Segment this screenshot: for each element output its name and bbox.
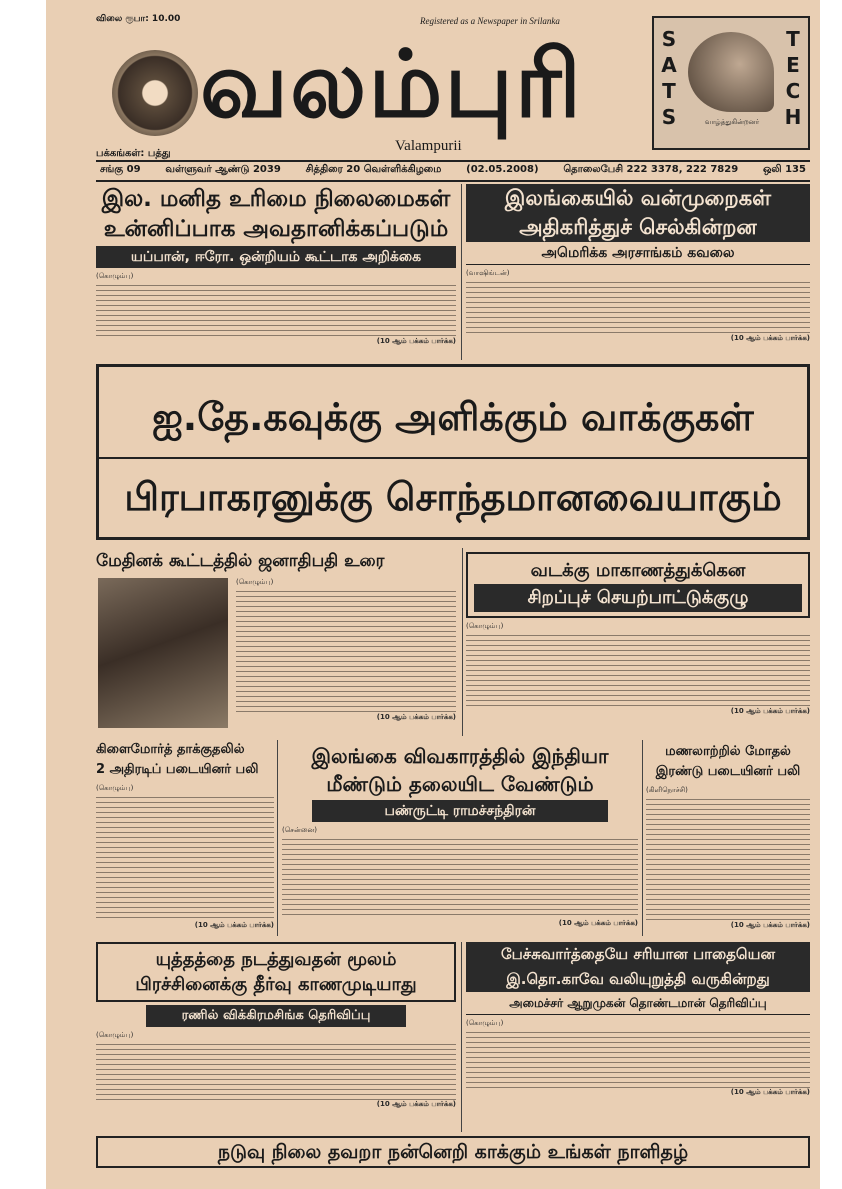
story6-body [282,826,638,932]
story6-byline: பண்ருட்டி ராமச்சந்திரன் [312,800,608,822]
story8-headline-box [96,942,456,1002]
issue-number-label: ஒலி 135 [763,164,806,175]
story-human-rights [96,184,456,350]
story8-body [96,1031,456,1113]
story3-continued: (10 ஆம் பக்கம் பார்க்க) [376,713,456,721]
story6-continued: (10 ஆம் பக்கம் பார்க்க) [558,919,638,927]
story-manalaru [646,742,810,934]
story2-headline-1: இலங்கையில் வன்முறைகள் [466,184,810,213]
ad-sats-text: SATS [661,27,677,129]
story-claymore [96,740,274,934]
story1-continued: (10 ஆம் பக்கம் பார்க்க) [376,337,456,345]
column-divider [277,740,278,936]
tamil-date-label: சித்திரை 20 வெள்ளிக்கிழமை [305,164,442,175]
story7-body [646,786,810,934]
story-mayday [96,548,458,721]
masthead-title-roman: Valampurii [395,138,462,154]
story3-body [236,578,456,728]
story4-headline-2: சிறப்புச் செயற்பாட்டுக்குழு [474,584,802,612]
story4-dateline: (கொழும்பு) [466,622,504,630]
lead-story-box [96,364,810,540]
masthead-title: வலம்புரி [200,31,584,138]
story1-dateline: (கொழும்பு) [96,272,134,280]
story8-continued: (10 ஆம் பக்கம் பார்க்க) [376,1100,456,1108]
story5-continued: (10 ஆம் பக்கம் பார்க்க) [194,921,274,929]
story8-subhead: ரணில் விக்கிரமசிங்க தெரிவிப்பு [146,1005,406,1027]
story2-dateline: (வாஷிங்டன்) [466,269,510,277]
story8-headline-1: யுத்தத்தை நடத்துவதன் மூலம் [155,949,397,970]
story3-headline: மேதினக் கூட்டத்தில் ஜனாதிபதி உரை [96,551,385,571]
story-thondaman [466,942,810,1101]
lead-headline-2: பிரபாகரனுக்கு சொந்தமானவையாகும் [124,475,782,519]
pages-label: பக்கங்கள்: பத்து [96,148,171,159]
story7-dateline: (கிளிநொச்சி) [646,786,688,794]
story4-headline-box [466,552,810,618]
price-label: விலை ரூபா: 10.00 [96,14,181,24]
lead-divider [99,457,807,459]
president-photo [98,578,228,728]
story5-headline-1: கிளைமோர்த் தாக்குதலில் [96,742,245,757]
story1-headline-1: இல. மனித உரிமை நிலைமைகள் [101,186,451,212]
story9-headline-2: இ.தொ.காவே வலியுறுத்தி வருகின்றது [466,967,810,992]
story-india [282,742,638,932]
story8-headline-2: பிரச்சினைக்கு தீர்வு காணமுடியாது [135,974,417,995]
story9-continued: (10 ஆம் பக்கம் பார்க்க) [730,1088,810,1096]
story6-headline-1: இலங்கை விவகாரத்தில் இந்தியா [311,744,609,768]
satellite-dish-icon [688,32,774,112]
story9-body [466,1019,810,1101]
story-ranil [96,942,456,1113]
issue-label: சங்கு 09 [100,164,141,175]
story2-subhead: அமெரிக்க அரசாங்கம் கவலை [466,242,810,265]
story2-continued: (10 ஆம் பக்கம் பார்க்க) [730,334,810,342]
column-divider [461,942,462,1132]
story4-body [466,622,810,720]
dateline-bar [96,160,810,182]
story5-dateline: (கொழும்பு) [96,784,134,792]
conch-logo [112,50,198,136]
story5-headline-2: 2 அதிரடிப் படையினர் பலி [96,762,259,777]
date-label: (02.05.2008) [466,164,539,175]
story6-headline-2: மீண்டும் தலையிட வேண்டும் [326,772,594,796]
story1-subhead: யப்பான், ஈரோ. ஒன்றியம் கூட்டாக அறிக்கை [96,246,456,268]
story4-headline-1: வடக்கு மாகாணத்துக்கென [530,560,746,581]
story2-headline-2: அதிகரித்துச் செல்கின்றன [466,213,810,242]
story3-dateline: (கொழும்பு) [236,578,274,586]
story1-body [96,272,456,350]
era-label: வள்ளுவர் ஆண்டு 2039 [165,164,281,175]
column-divider [462,548,463,736]
story5-body [96,784,274,934]
column-divider [461,184,462,360]
lead-headline-1: ஐ.தே.கவுக்கு அளிக்கும் வாக்குகள் [152,395,754,439]
phone-label: தொலைபேசி 222 3378, 222 7829 [563,164,739,175]
story7-headline-2: இரண்டு படையினர் பலி [655,764,801,779]
footer-slogan: நடுவு நிலை தவறா நன்னெறி காக்கும் உங்கள் நாளிதழ் [217,1141,689,1163]
story8-dateline: (கொழும்பு) [96,1031,134,1039]
column-divider [642,740,643,936]
ad-caption: வாழ்த்துகின்றனர் [704,118,760,126]
story9-headline-1: பேச்சுவார்த்தையே சரியான பாதையென [466,942,810,967]
story9-dateline: (கொழும்பு) [466,1019,504,1027]
story9-subhead: அமைச்சர் ஆறுமுகன் தொண்டமான் தெரிவிப்பு [466,992,810,1015]
story1-headline-2: உன்னிப்பாக அவதானிக்கப்படும் [103,216,449,242]
footer-slogan-box [96,1136,810,1168]
ad-tech-text: TECH [784,27,802,129]
story2-body [466,269,810,347]
story-north-task-force [466,552,810,720]
story4-continued: (10 ஆம் பக்கம் பார்க்க) [730,707,810,715]
story-violence [466,184,810,347]
story6-dateline: (சென்னை) [282,826,317,834]
registered-note: Registered as a Newspaper in Srilanka [420,16,560,26]
story7-headline-1: மணலாற்றில் மோதல் [665,744,791,759]
sats-tech-ad [652,16,810,150]
story7-continued: (10 ஆம் பக்கம் பார்க்க) [730,921,810,929]
